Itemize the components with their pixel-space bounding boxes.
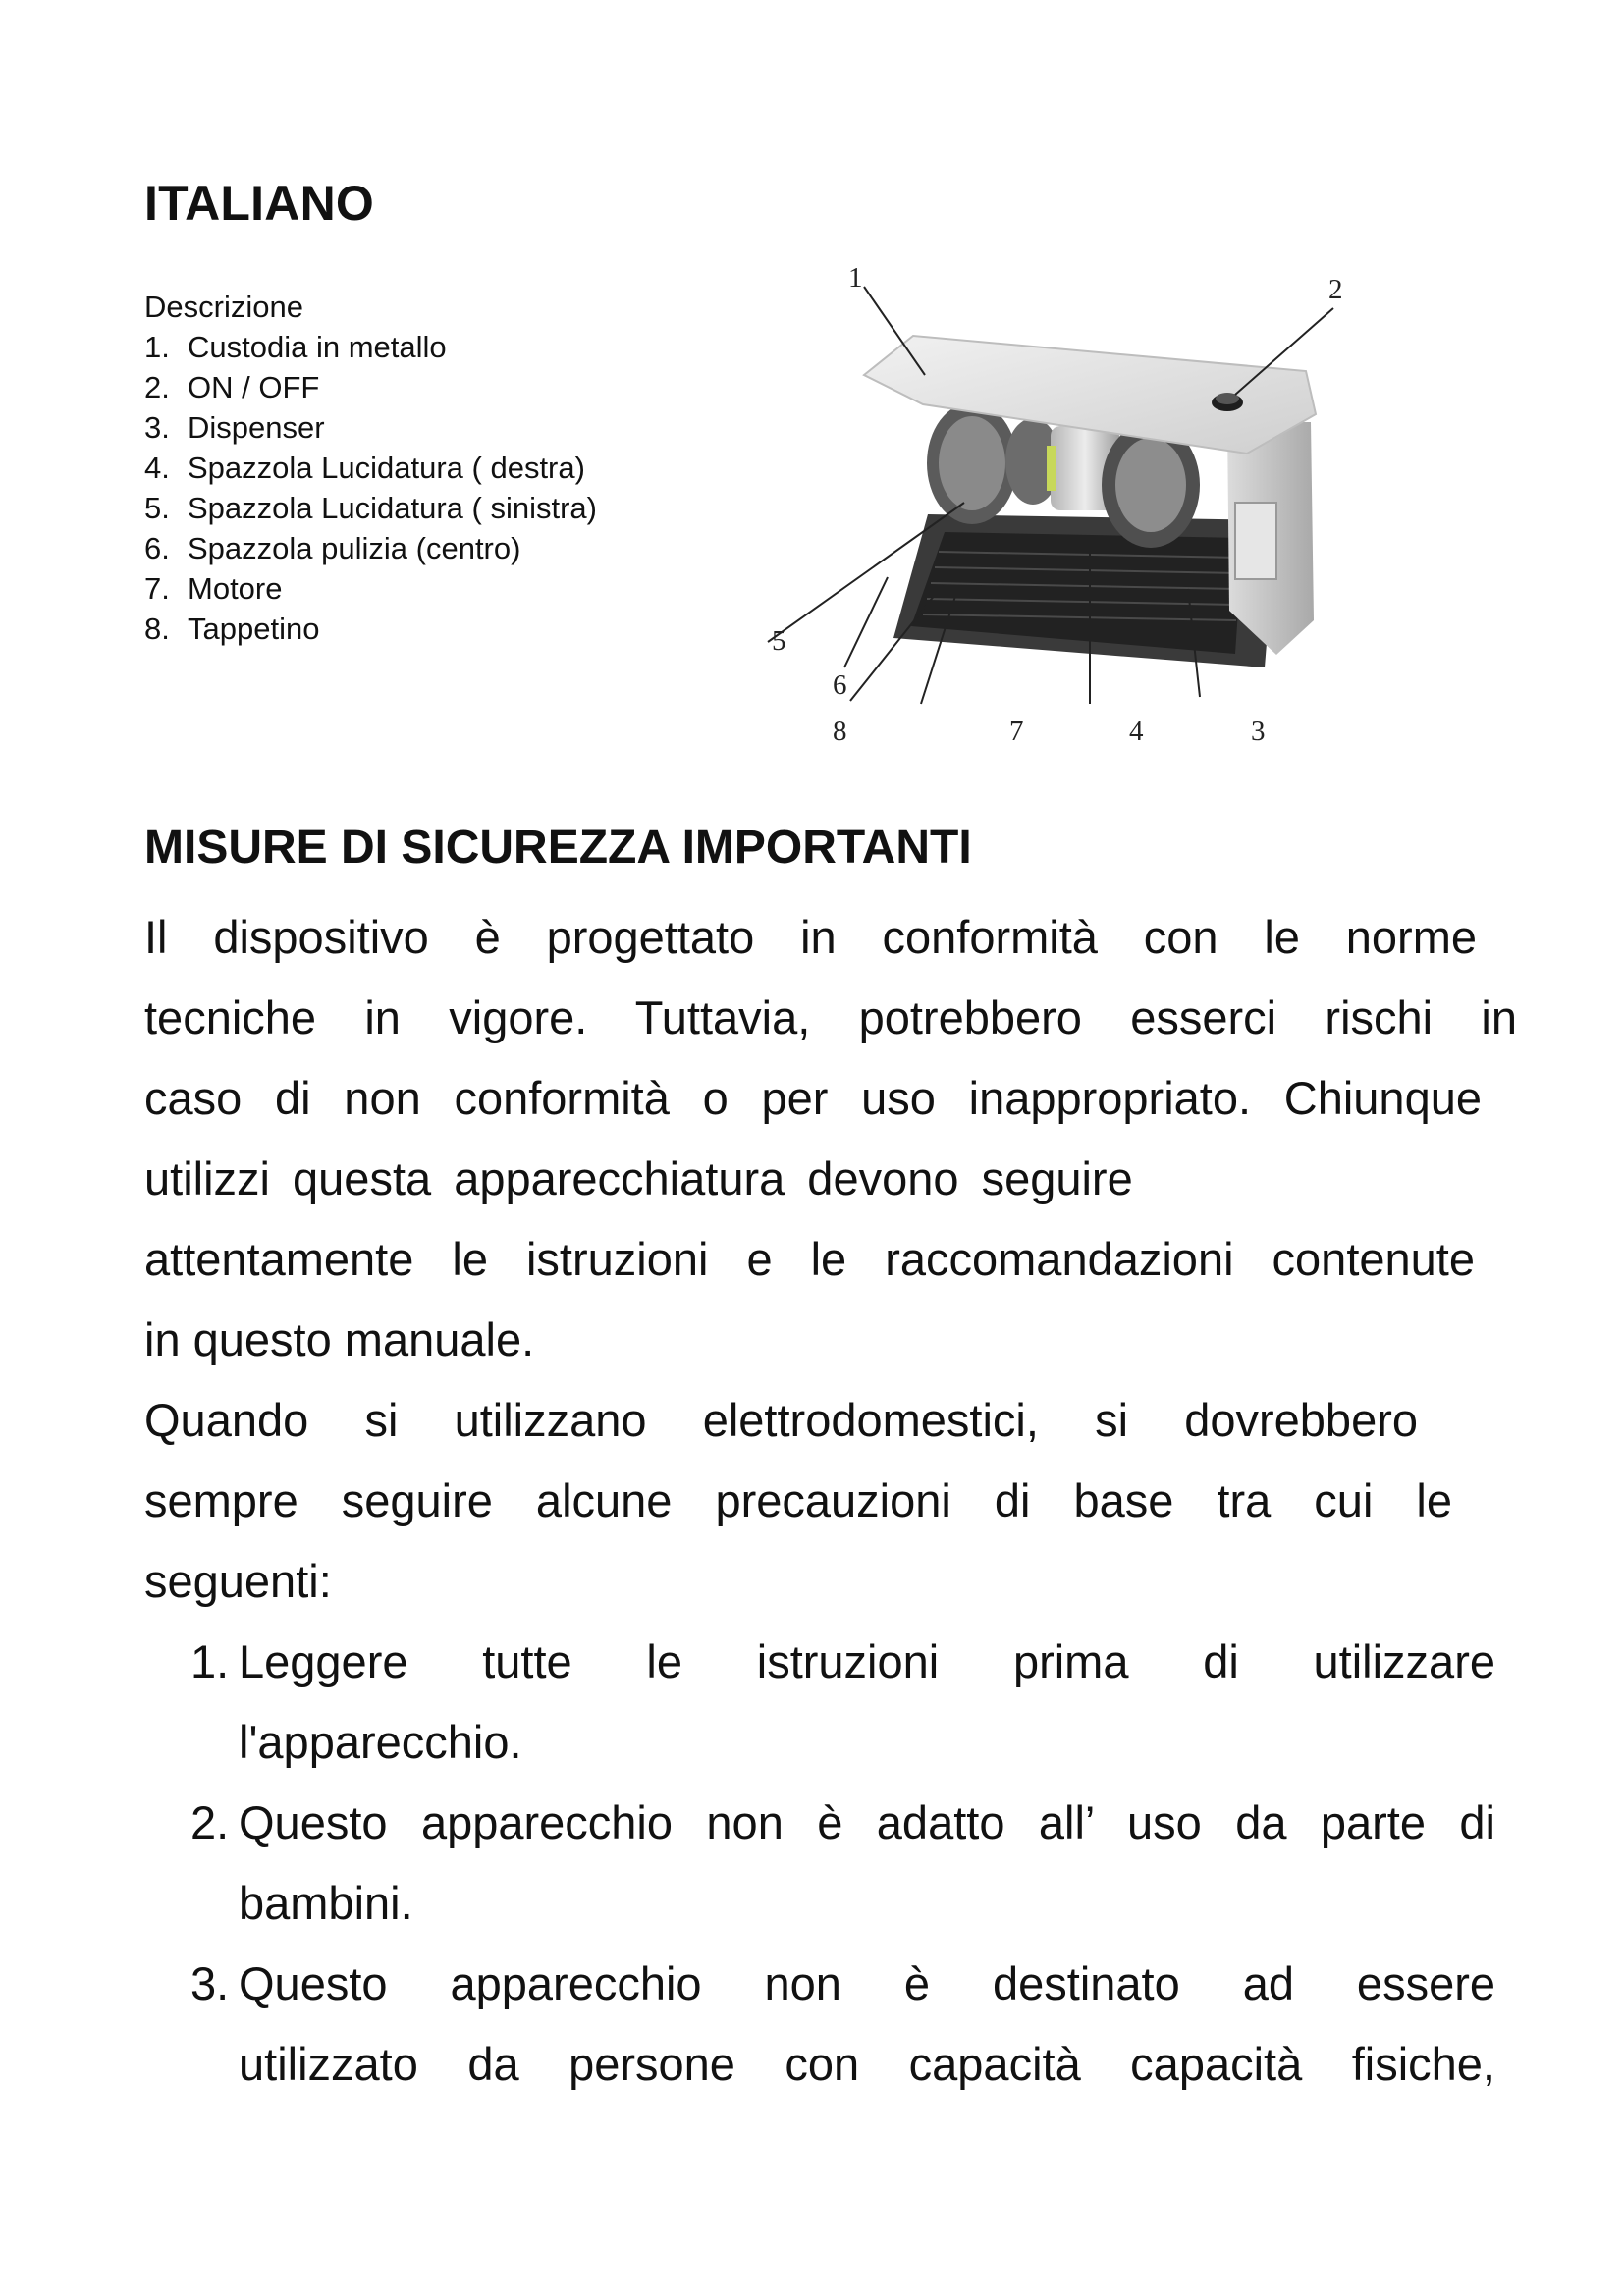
dispenser-slot [1235, 503, 1276, 579]
parts-item-label: Custodia in metallo [188, 330, 447, 364]
motor-ring [1047, 446, 1056, 491]
callout-3: 3 [1251, 716, 1266, 747]
parts-list-item [144, 407, 655, 448]
safety-rule [144, 1783, 1519, 1944]
parts-list-item [144, 367, 655, 407]
paragraph-line: seguenti: [144, 1555, 332, 1607]
paragraph-line: utilizzi questa apparecchiatura devono seguire [144, 1152, 1133, 1204]
paragraph-line: in questo manuale. [144, 1313, 535, 1365]
parts-list-item [144, 528, 655, 568]
parts-item-number: 1. [144, 330, 170, 364]
callout-6: 6 [833, 669, 847, 701]
parts-list-item [144, 568, 655, 609]
parts-item-number: 8. [144, 612, 170, 646]
safety-rule [144, 1622, 1519, 1783]
rule-number: 3. [190, 1957, 230, 2009]
safety-rules-list [144, 1622, 1519, 2105]
paragraph-line: tecniche in vigore. Tuttavia, potrebbero esserci rischi in [144, 991, 1517, 1043]
paragraph-line: Quando si utilizzano elettrodomestici, si dovrebbero [144, 1394, 1418, 1446]
safety-title: MISURE DI SICUREZZA IMPORTANTI [144, 822, 972, 874]
callout-1: 1 [848, 262, 863, 294]
rule-line: Questo apparecchio non è adatto all’ uso da parte di [239, 1796, 1495, 1848]
rule-line: utilizzato da persone con capacità capacità fisiche, [239, 2038, 1495, 2090]
parts-item-number: 2. [144, 370, 170, 404]
parts-list-item [144, 448, 655, 488]
parts-item-label: Tappetino [188, 612, 320, 646]
parts-list [144, 327, 655, 649]
paragraph-line: caso di non conformità o per uso inappropriato. Chiunque [144, 1072, 1482, 1124]
paragraph-line: sempre seguire alcune precauzioni di base tra cui le [144, 1474, 1452, 1526]
rule-line: Questo apparecchio non è destinato ad essere [239, 1957, 1495, 2009]
parts-item-label: Dispenser [188, 410, 325, 445]
parts-item-label: ON / OFF [188, 370, 320, 404]
parts-item-label: Spazzola Lucidatura ( sinistra) [188, 491, 597, 525]
paragraph-line: Il dispositivo è progettato in conformità con le norme [144, 911, 1477, 963]
callout-4: 4 [1129, 716, 1144, 747]
rule-number: 1. [190, 1635, 230, 1687]
shoe-polisher-diagram [756, 257, 1384, 758]
parts-list-item [144, 327, 655, 367]
safety-body [144, 897, 1519, 2105]
parts-item-number: 5. [144, 491, 170, 525]
rule-line: Leggere tutte le istruzioni prima di utilizzare [239, 1635, 1495, 1687]
callout-7: 7 [1009, 716, 1024, 747]
rule-line: bambini. [239, 1877, 413, 1929]
parts-item-number: 4. [144, 451, 170, 485]
description-heading: Descrizione [144, 290, 303, 324]
parts-list-item [144, 609, 655, 649]
right-brush-bristles [1115, 438, 1186, 532]
description-section [144, 287, 655, 649]
callout-2: 2 [1328, 274, 1343, 305]
callout-5: 5 [772, 625, 786, 657]
left-brush-bristles [939, 416, 1005, 510]
callout-8: 8 [833, 716, 847, 747]
paragraph-precautions [144, 1380, 1519, 1622]
parts-item-number: 6. [144, 531, 170, 565]
parts-item-number: 7. [144, 571, 170, 606]
rule-number: 2. [190, 1796, 230, 1848]
paragraph-line: attentamente le istruzioni e le raccomandazioni contenute [144, 1233, 1475, 1285]
parts-item-label: Spazzola pulizia (centro) [188, 531, 521, 565]
parts-list-item [144, 488, 655, 528]
parts-item-label: Motore [188, 571, 283, 606]
parts-item-number: 3. [144, 410, 170, 445]
parts-item-label: Spazzola Lucidatura ( destra) [188, 451, 585, 485]
paragraph-intro [144, 897, 1519, 1380]
rule-line: l'apparecchio. [239, 1716, 522, 1768]
safety-rule [144, 1944, 1519, 2105]
language-title: ITALIANO [144, 176, 374, 231]
